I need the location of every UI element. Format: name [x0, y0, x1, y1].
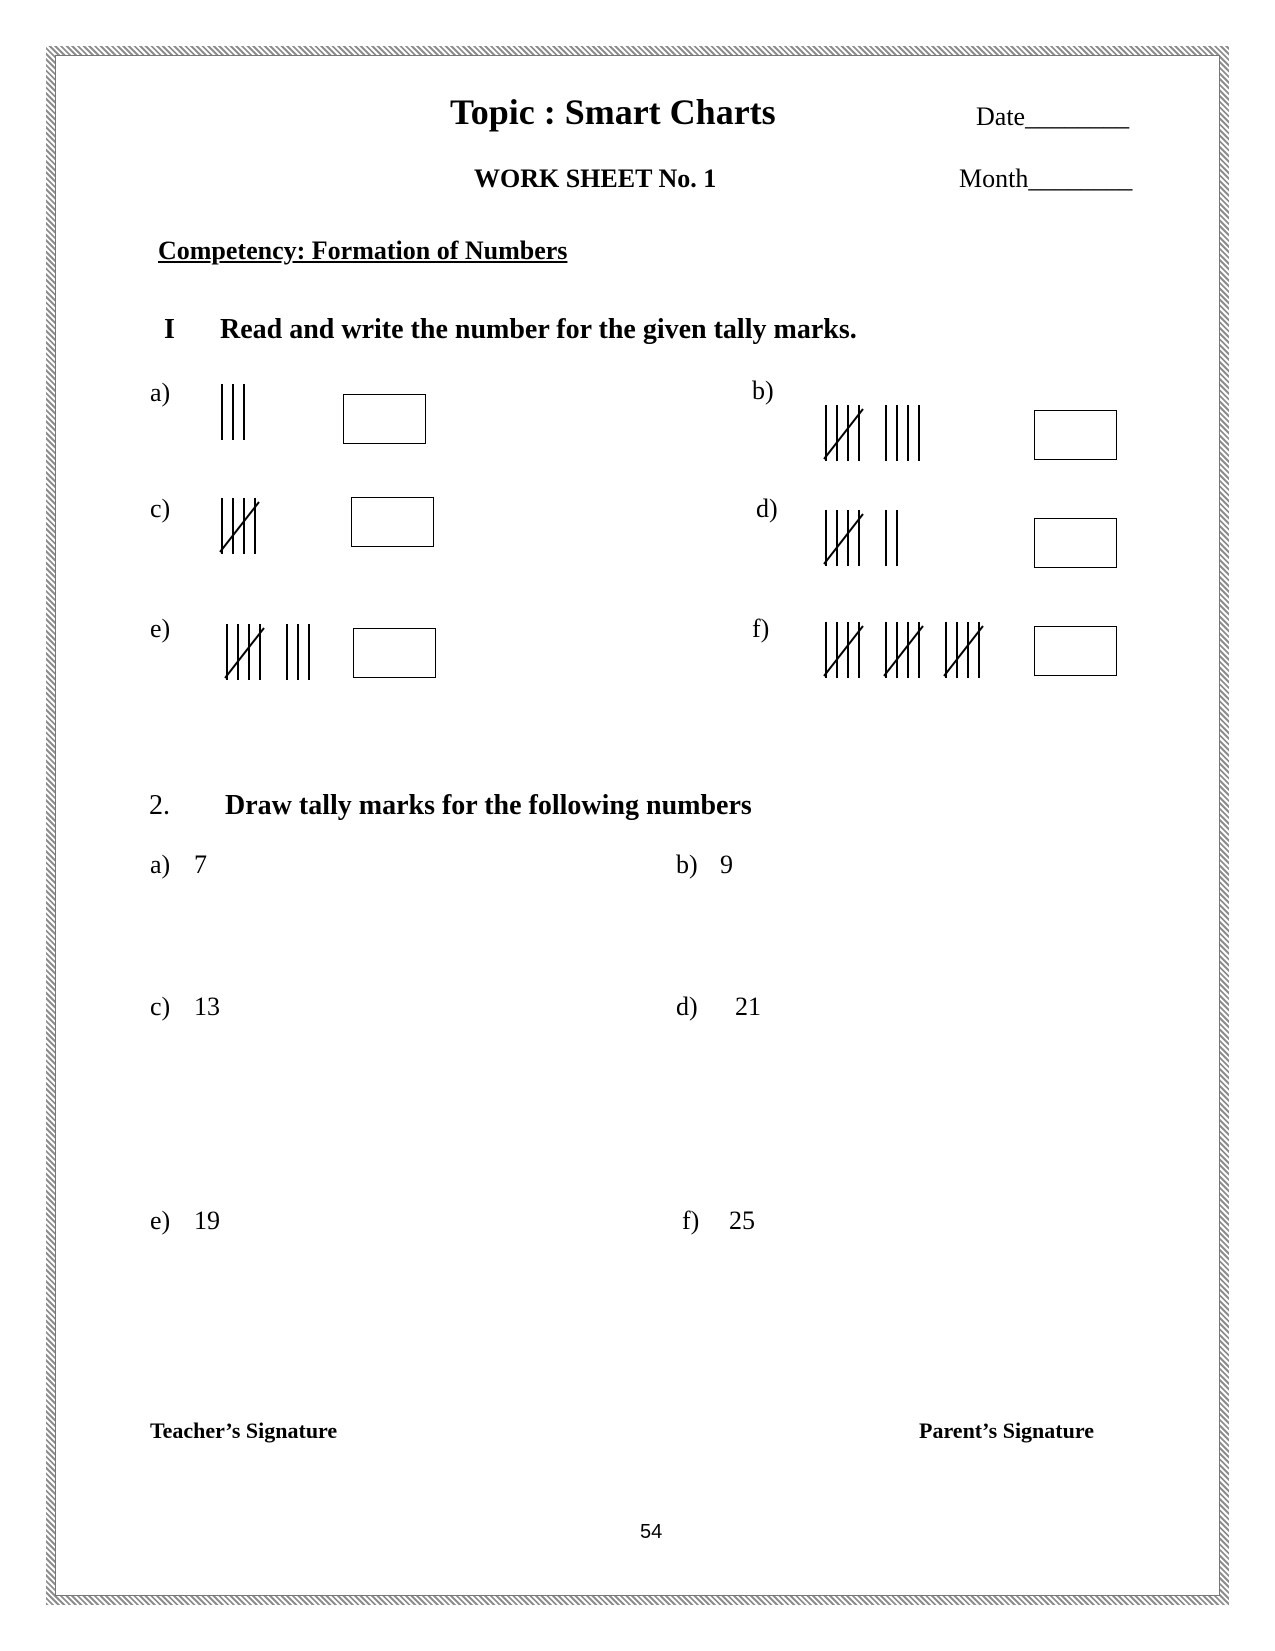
- section2-item-label-d: d): [676, 992, 698, 1021]
- tally-marks-a: [220, 384, 280, 446]
- section2-item-label-c: c): [150, 992, 171, 1021]
- section1-item-label-e: e): [150, 614, 171, 643]
- section2-item-label-e: e): [150, 1206, 171, 1235]
- tally-marks-e: [225, 624, 345, 686]
- tally-cross-stroke: [824, 409, 863, 459]
- tally-marks-f: [824, 622, 1004, 684]
- section1-item-label-f: f): [752, 614, 770, 643]
- teacher-signature-label: Teacher’s Signature: [150, 1418, 338, 1443]
- date-field-label: Date________: [976, 102, 1130, 131]
- section1-item-label-c: c): [150, 494, 171, 523]
- worksheet-number: WORK SHEET No. 1: [474, 164, 717, 193]
- page-title: Topic : Smart Charts: [450, 92, 776, 132]
- answer-box-e[interactable]: [353, 628, 436, 678]
- tally-marks-d: [824, 510, 934, 572]
- tally-cross-stroke: [824, 514, 863, 564]
- section1-instruction: Read and write the number for the given tally marks.: [220, 314, 857, 345]
- tally-cross-stroke: [225, 628, 264, 678]
- page-number: 54: [640, 1521, 663, 1543]
- section2-item-value-b: 9: [720, 850, 733, 879]
- page-inner-border: [55, 55, 1220, 1596]
- tally-marks-c: [220, 498, 280, 560]
- tally-cross-stroke: [944, 626, 983, 676]
- section2-item-value-e: 19: [194, 1206, 220, 1235]
- parent-signature-label: Parent’s Signature: [919, 1418, 1094, 1443]
- tally-cross-stroke: [884, 626, 923, 676]
- section2-item-value-d: 21: [735, 992, 761, 1021]
- section2-item-label-b: b): [676, 850, 698, 879]
- section2-item-value-c: 13: [194, 992, 220, 1021]
- section2-item-value-a: 7: [194, 850, 207, 879]
- competency-heading: Competency: Formation of Numbers: [158, 236, 568, 265]
- answer-box-b[interactable]: [1034, 410, 1117, 460]
- answer-box-f[interactable]: [1034, 626, 1117, 676]
- section1-item-label-d: d): [756, 494, 778, 523]
- section2-number: 2.: [149, 790, 170, 821]
- section2-item-value-f: 25: [729, 1206, 755, 1235]
- answer-box-c[interactable]: [351, 497, 434, 547]
- section2-item-label-a: a): [150, 850, 171, 879]
- section1-item-label-a: a): [150, 378, 171, 407]
- tally-cross-stroke: [824, 626, 863, 676]
- answer-box-d[interactable]: [1034, 518, 1117, 568]
- section1-number: I: [164, 314, 175, 345]
- section2-instruction: Draw tally marks for the following numbers: [225, 790, 752, 821]
- tally-marks-b: [824, 405, 984, 467]
- section1-item-label-b: b): [752, 376, 774, 405]
- answer-box-a[interactable]: [343, 394, 426, 444]
- tally-cross-stroke: [220, 502, 259, 552]
- month-field-label: Month________: [959, 164, 1133, 193]
- section2-item-label-f: f): [682, 1206, 700, 1235]
